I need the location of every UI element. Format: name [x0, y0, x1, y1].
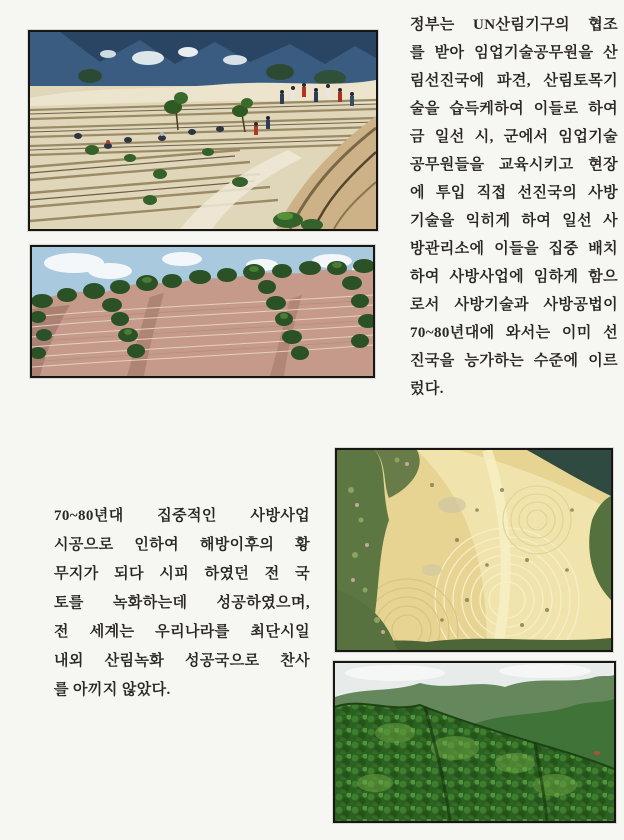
- left-paragraph-line: 토를 녹화하는데 성공하였으며,: [54, 595, 310, 611]
- photo-reforested-green-mountains: [333, 661, 616, 823]
- right-paragraph-line: 공무원들을 교육시키고 현장: [410, 157, 618, 173]
- right-paragraph-line: 기술을 익히게 하여 일선 사: [410, 213, 618, 229]
- left-paragraph-line: 70~80년대 집중적인 사방사업: [54, 508, 310, 524]
- photo-aerial-terraced-slope: [335, 448, 613, 652]
- right-paragraph-line: 금 일선 시, 군에서 임업기술: [410, 129, 618, 145]
- left-paragraph-line: 전 세계는 우리나라를 최단시일: [54, 624, 310, 640]
- right-paragraph-line: 하여 사방사업에 임하게 함으: [410, 269, 618, 285]
- right-paragraph-line: 에 투입 직접 선진국의 사방: [410, 185, 618, 201]
- right-paragraph-line: 술을 습득케하여 이들로 하여: [410, 101, 618, 117]
- photo-contoured-hillside-trees: [30, 245, 375, 378]
- aerial-terraced-slope-illustration: [337, 450, 611, 650]
- left-paragraph-line: 무지가 되다 시피 하였던 전 국: [54, 566, 310, 582]
- contoured-hillside-trees-illustration: [32, 247, 373, 376]
- right-paragraph-line: 70~80년대에 와서는 이미 선: [410, 325, 618, 341]
- left-paragraph-line: 를 아끼지 않았다.: [54, 682, 171, 698]
- left-paragraph-line: 시공으로 인하여 해방이후의 황: [54, 537, 310, 553]
- right-paragraph-line: 로서 사방기술과 사방공법이: [410, 297, 618, 313]
- right-paragraph: [410, 11, 618, 403]
- photo-terraced-hillside-workers: [28, 30, 378, 231]
- right-paragraph-line: 림선진국에 파견, 산림토목기: [410, 73, 618, 89]
- left-paragraph: [54, 502, 310, 705]
- reforested-green-mountains-illustration: [335, 663, 614, 821]
- right-paragraph-line: 방관리소에 이들을 집중 배치: [410, 241, 618, 257]
- right-paragraph-line: 진국을 능가하는 수준에 이르: [410, 353, 618, 369]
- terraced-hillside-workers-illustration: [30, 32, 376, 229]
- right-paragraph-line: 정부는 UN산림기구의 협조: [410, 17, 618, 33]
- right-paragraph-line: 를 받아 임업기술공무원을 산: [410, 45, 618, 61]
- left-paragraph-line: 내외 산림녹화 성공국으로 찬사: [54, 653, 310, 669]
- right-paragraph-line: 렀다.: [410, 381, 444, 397]
